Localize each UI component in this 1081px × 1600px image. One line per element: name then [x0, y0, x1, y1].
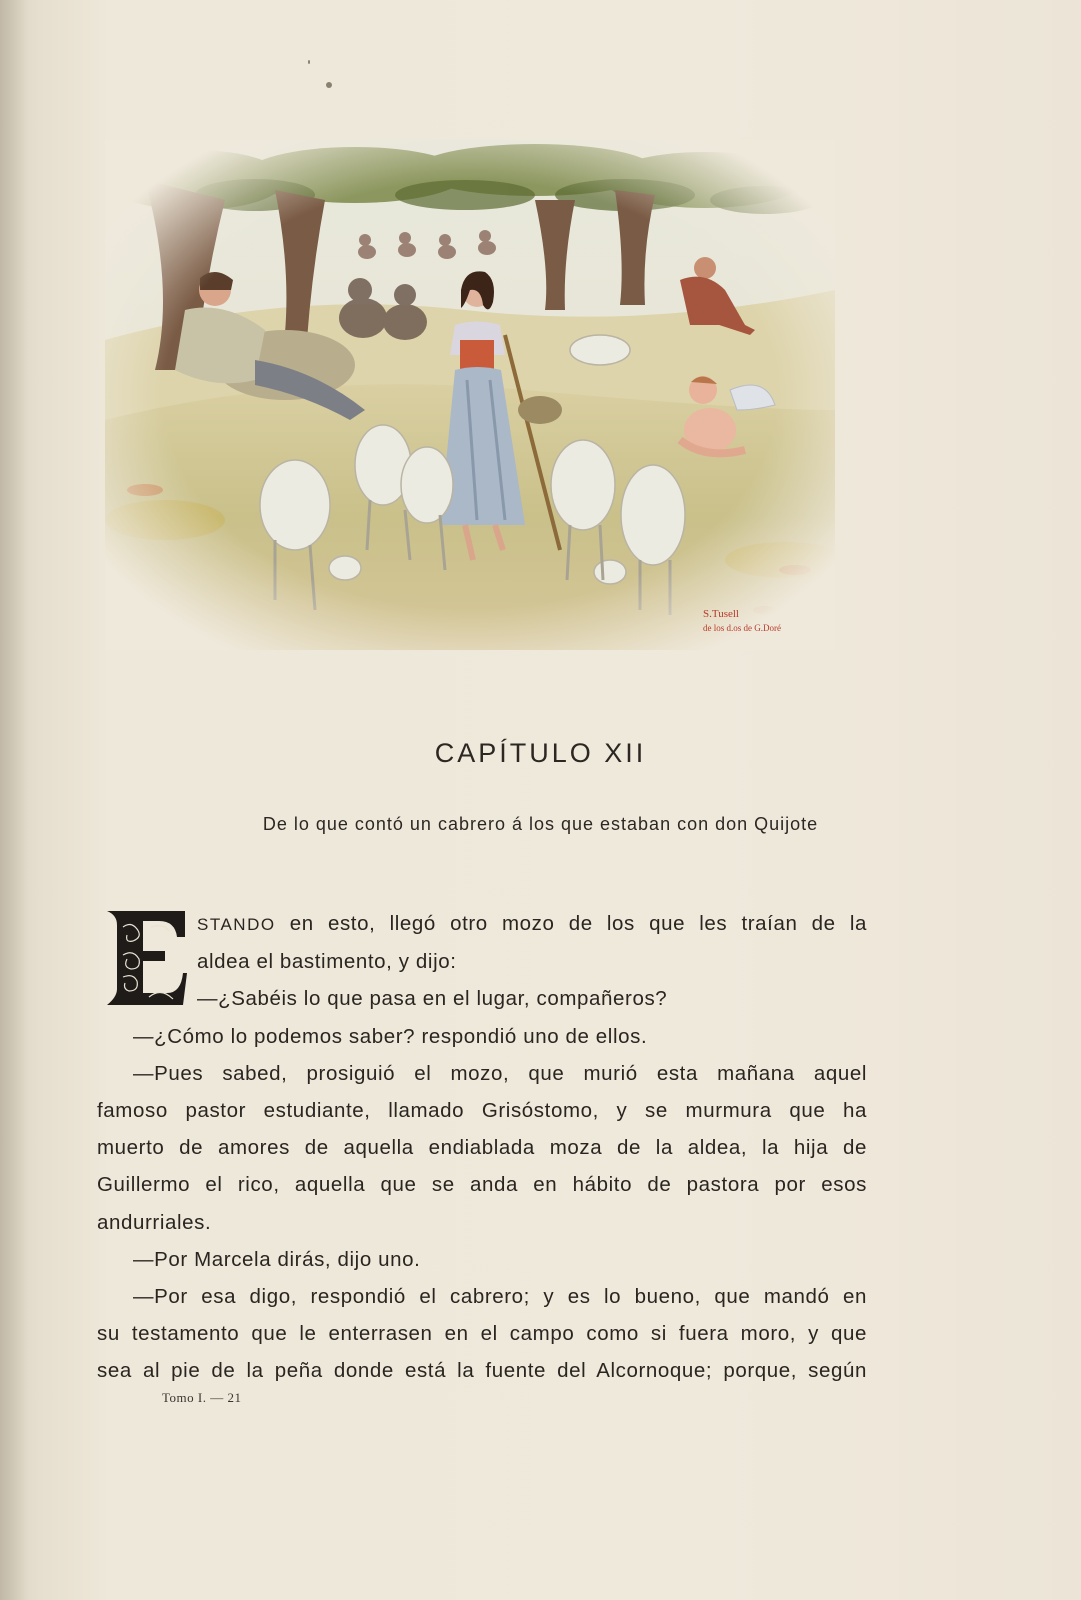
text-line: —Por Marcela dirás, dijo uno.: [133, 1247, 421, 1271]
text-line: sea al pie de la peña donde está la fuente del Alcornoque; porque, según: [97, 1359, 867, 1383]
engraving-illustration-icon: [105, 140, 835, 650]
drop-cap-ornament: [107, 907, 187, 1007]
drop-cap-letter: E: [147, 967, 149, 968]
page-folio: Tomo I. — 21: [162, 1390, 242, 1405]
text-line: andurriales.: [97, 1210, 212, 1234]
paper-speck: [308, 60, 310, 64]
chapter-subtitle: De lo que contó un cabrero á los que estaban con don Quijote: [262, 814, 819, 834]
chapter-title: CAPÍTULO XII: [434, 738, 647, 768]
text-line: famoso pastor estudiante, llamado Grisóstomo, y se murmura que ha: [97, 1099, 867, 1123]
text-line: aldea el bastimento, y dijo:: [197, 950, 457, 974]
text-line: su testamento que le enterrasen en el campo como si fuera moro, y que: [97, 1322, 867, 1346]
illustration-signature-credit: de los d.os de G.Doré: [703, 623, 781, 633]
text-line: STANDO en esto, llegó otro mozo de los que les traían de la: [197, 912, 867, 935]
paper-speck: [326, 82, 332, 88]
illustration-signature: S.Tusell: [703, 608, 739, 620]
text-line: Guillermo el rico, aquella que se anda en hábito de pastora por esos: [97, 1173, 867, 1197]
chapter-body: [97, 905, 867, 1390]
gutter-shadow: [0, 0, 28, 1600]
text-line: —¿Cómo lo podemos saber? respondió uno de ellos.: [133, 1024, 648, 1048]
text-line: muerto de amores de aquella endiablada moza de la aldea, la hija de: [97, 1136, 867, 1160]
chapter-illustration: [105, 140, 835, 650]
text-line: —Por esa digo, respondió el cabrero; y es lo bueno, que mandó en: [133, 1285, 867, 1309]
text-line: —¿Sabéis lo que pasa en el lugar, compañeros?: [197, 987, 668, 1011]
text-line: —Pues sabed, prosiguió el mozo, que murió esta mañana aquel: [133, 1061, 867, 1085]
lead-word: STANDO: [197, 915, 276, 934]
